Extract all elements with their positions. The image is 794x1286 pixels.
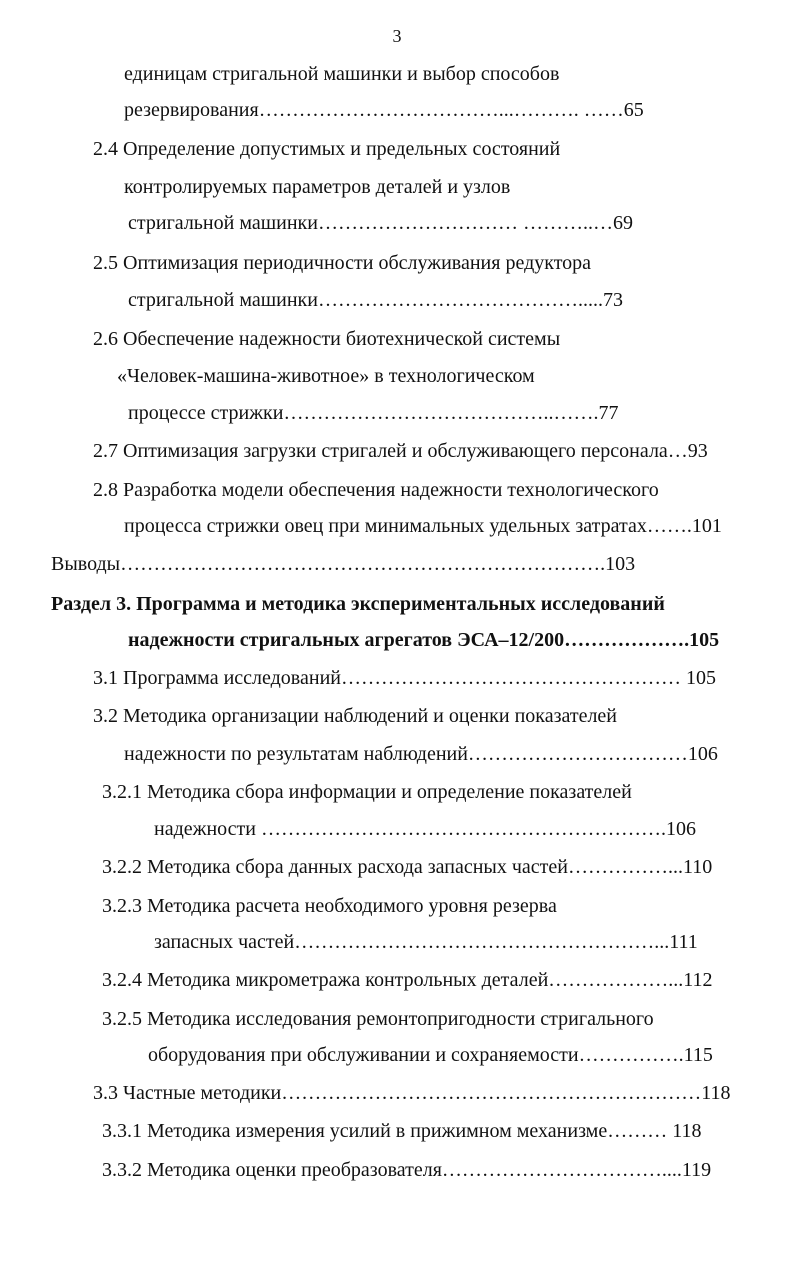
toc-line: резервирования………………………………...………. ……65 [124,99,644,121]
toc-line: 3.3 Частные методики………………………………………………………118 [93,1082,731,1104]
toc-line: 3.2 Методика организации наблюдений и оценки показателей [93,705,618,727]
toc-line: 2.6 Обеспечение надежности биотехнической системы [93,328,561,350]
toc-line: 3.1 Программа исследований…………………………………………… 105 [93,667,716,689]
toc-line: контролируемых параметров деталей и узлов [124,176,511,198]
toc-line: 3.3.2 Методика оценки преобразователя……………………………....119 [102,1159,712,1181]
toc-line: надежности по результатам наблюдений……………………………106 [124,743,718,765]
toc-line: 2.8 Разработка модели обеспечения надежности технологического [93,479,659,501]
toc-line: 3.3.1 Методика измерения усилий в прижимном механизме……… 118 [102,1120,702,1142]
toc-line: надежности …………………………………………………….106 [154,818,696,840]
toc-line: Выводы……………………………………………………………….103 [51,553,636,575]
toc-line: стригальной машинки………………………… ………..…69 [128,212,633,234]
page-number: 3 [392,26,402,46]
toc-section-heading: Раздел 3. Программа и методика экспериментальных исследований [51,593,665,615]
toc-line: 3.2.1 Методика сбора информации и определение показателей [102,781,632,803]
toc-line: стригальной машинки………………………………….....73 [128,289,623,311]
toc-line: процесса стрижки овец при минимальных удельных затратах…….101 [124,515,722,537]
toc-line: 3.2.3 Методика расчета необходимого уровня резерва [102,895,557,917]
toc-line: 2.7 Оптимизация загрузки стригалей и обслуживающего персонала…93 [93,440,708,462]
toc-line: процессе стрижки…………………………………..…….77 [128,402,619,424]
toc-line: 3.2.5 Методика исследования ремонтопригодности стригального [102,1008,654,1030]
toc-line: «Человек-машина-животное» в технологическом [117,365,535,387]
toc-line: 2.5 Оптимизация периодичности обслуживания редуктора [93,252,592,274]
toc-line: запасных частей………………………………………………...111 [154,931,698,953]
toc-section-heading: надежности стригальных агрегатов ЭСА–12/200……………….105 [128,629,720,651]
toc-line: 3.2.4 Методика микрометража контрольных деталей………………...112 [102,969,713,991]
toc-line: 2.4 Определение допустимых и предельных состояний [93,138,561,160]
toc-line: единицам стригальной машинки и выбор способов [124,63,560,85]
toc-line: оборудования при обслуживании и сохраняемости…………….115 [148,1044,713,1066]
toc-line: 3.2.2 Методика сбора данных расхода запасных частей……………...110 [102,856,713,878]
